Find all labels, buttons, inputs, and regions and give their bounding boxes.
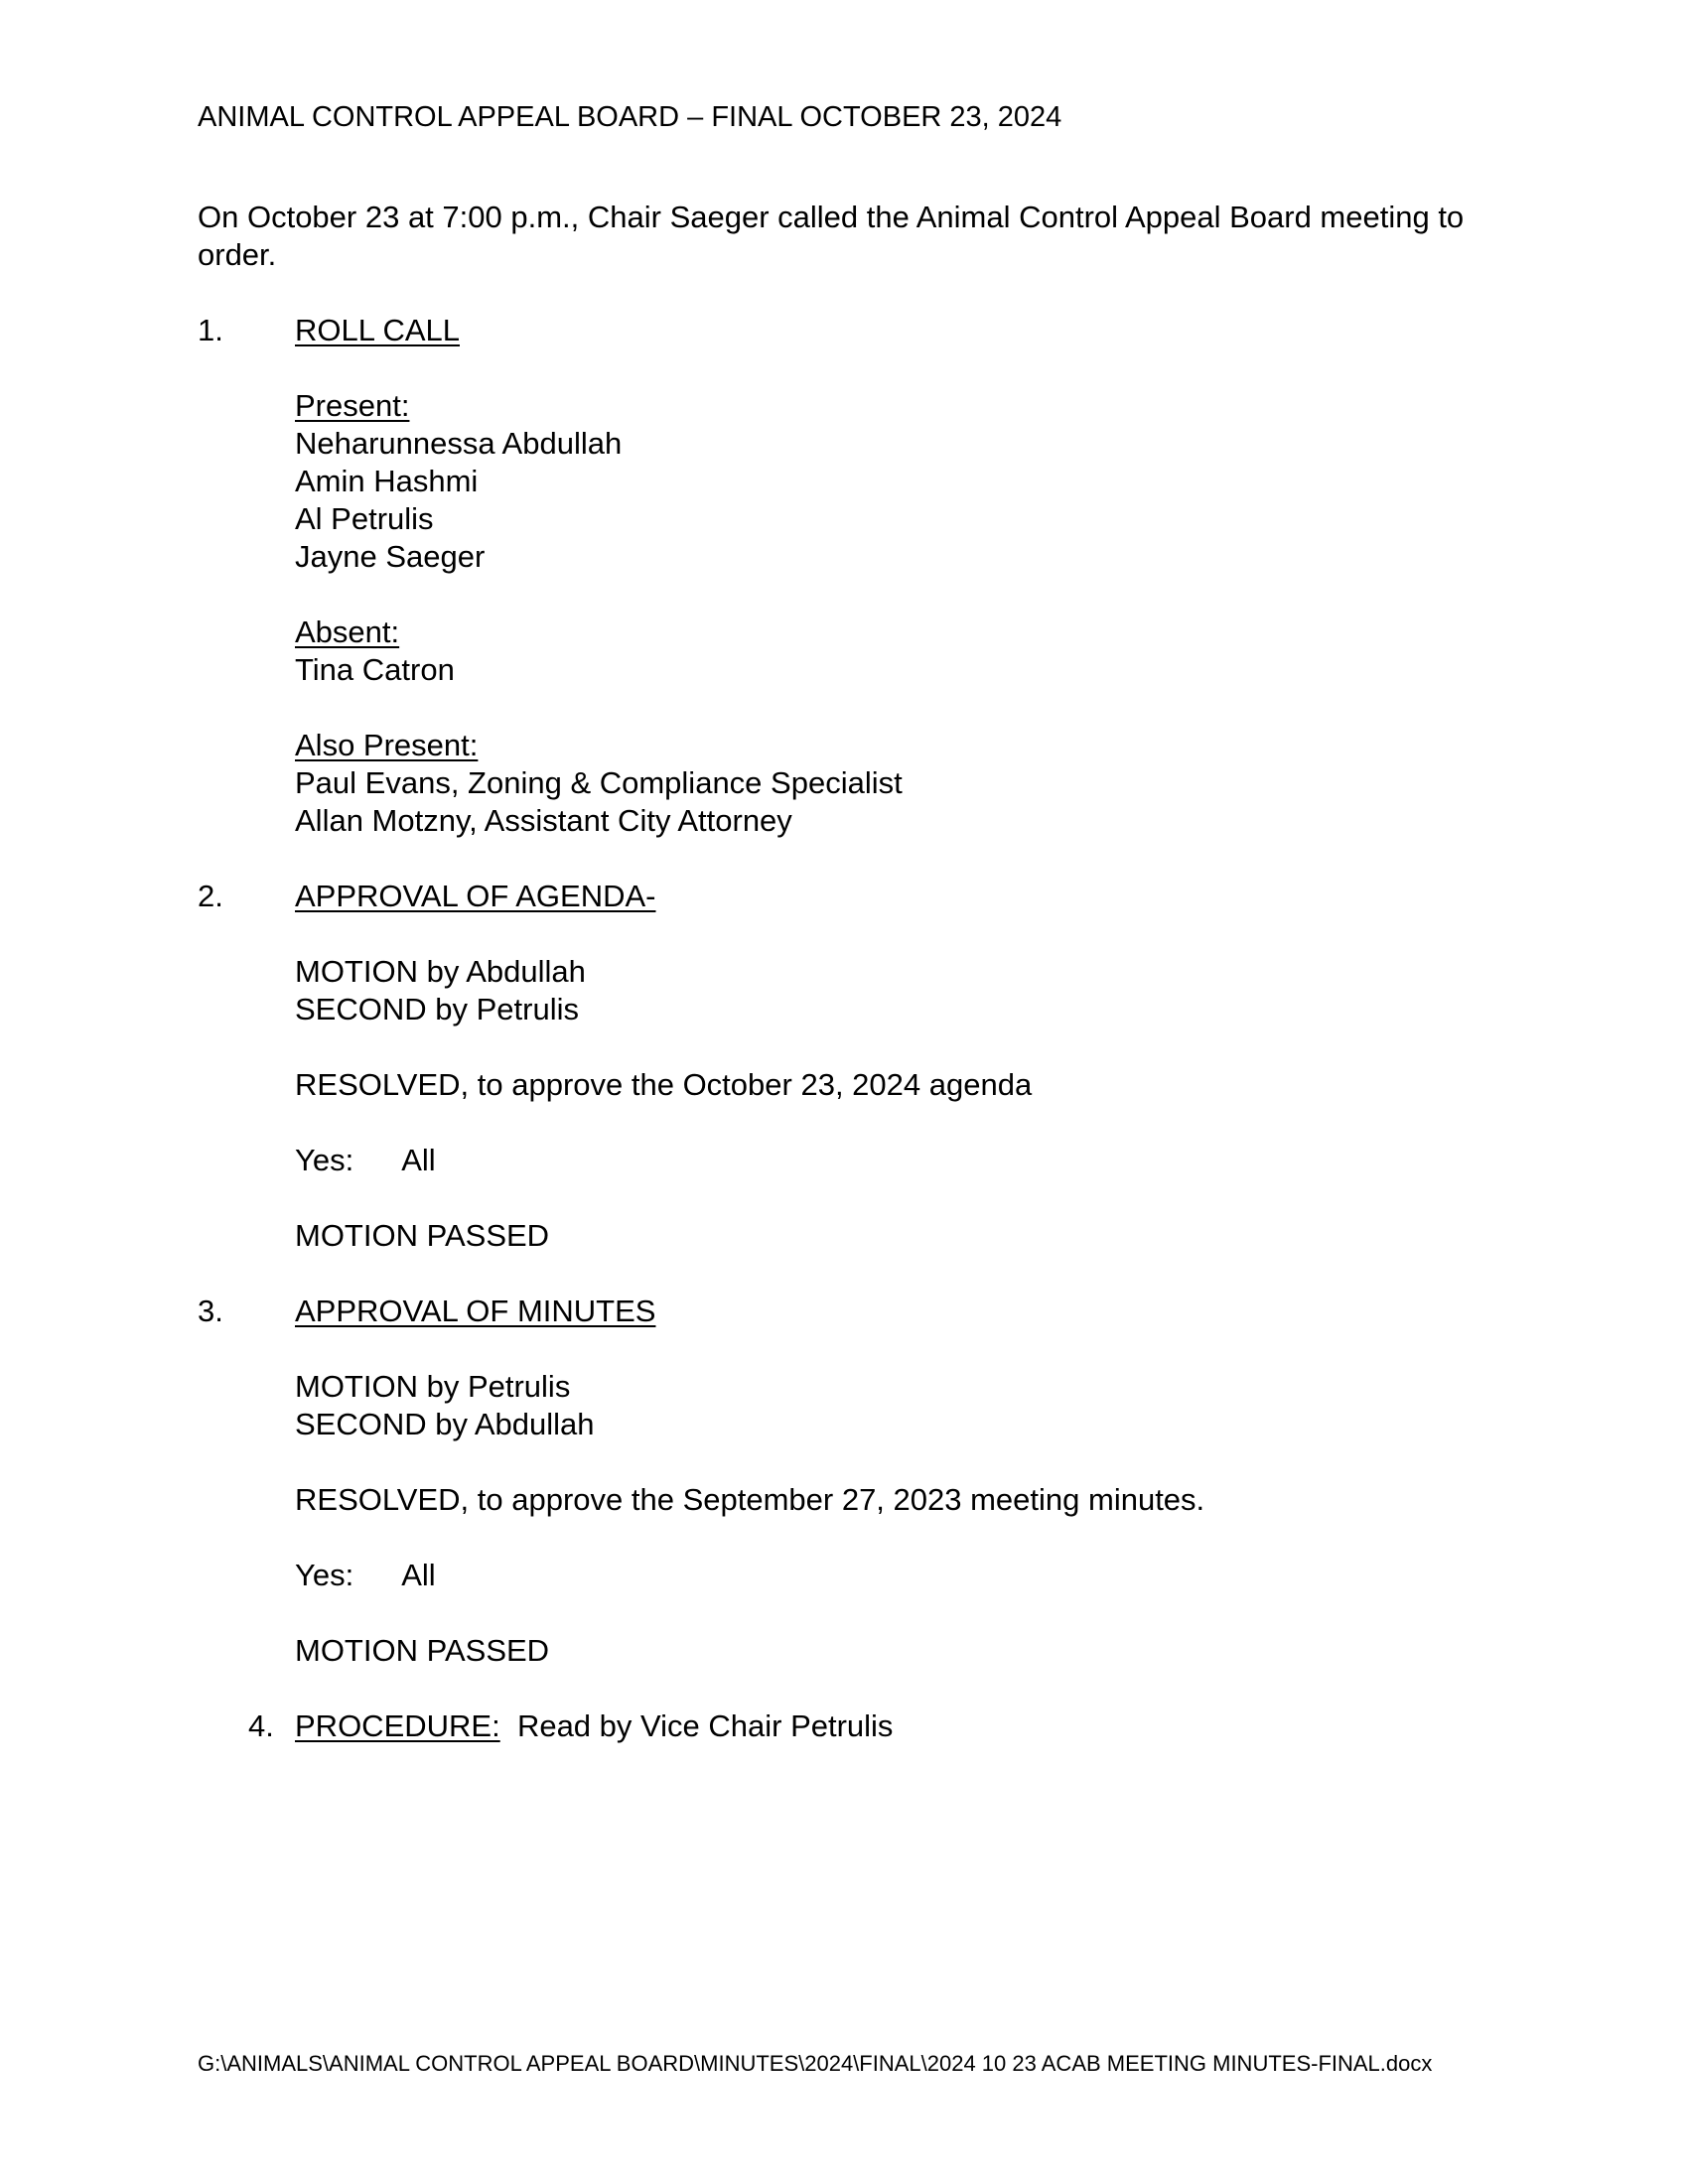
vote-line: [295, 1557, 436, 1594]
yes-label: Yes:: [295, 1143, 354, 1177]
yes-value: All: [401, 1558, 436, 1592]
motion-line: MOTION by Petrulis: [295, 1369, 571, 1404]
section-3-heading: APPROVAL OF MINUTES: [295, 1294, 656, 1328]
section-1-heading: ROLL CALL: [295, 313, 460, 347]
section-1-number: 1.: [198, 313, 223, 347]
also-present-label: Also Present:: [295, 728, 479, 762]
intro-paragraph: On October 23 at 7:00 p.m., Chair Saeger called the Animal Control Appeal Board meeting to order.: [198, 200, 1465, 272]
motion-result: MOTION PASSED: [295, 1218, 550, 1253]
absent-member: Tina Catron: [295, 652, 455, 687]
motion-line: MOTION by Abdullah: [295, 954, 586, 989]
present-label: Present:: [295, 388, 410, 423]
section-2-number: 2.: [198, 879, 223, 913]
vote-line: [295, 1142, 436, 1179]
section-4-heading: PROCEDURE:: [295, 1708, 500, 1743]
present-member: Al Petrulis: [295, 501, 434, 536]
section-4-text: Read by Vice Chair Petrulis: [516, 1708, 894, 1743]
section-2-heading: APPROVAL OF AGENDA-: [295, 879, 656, 913]
also-present-member: Allan Motzny, Assistant City Attorney: [295, 803, 792, 838]
resolved-line: RESOLVED, to approve the September 27, 2023 meeting minutes.: [295, 1482, 1205, 1517]
present-member: Jayne Saeger: [295, 539, 486, 574]
yes-label: Yes:: [295, 1558, 354, 1592]
section-4-line: [295, 1707, 893, 1745]
motion-result: MOTION PASSED: [295, 1633, 550, 1668]
also-present-member: Paul Evans, Zoning & Compliance Specialist: [295, 765, 903, 800]
second-line: SECOND by Abdullah: [295, 1407, 595, 1441]
section-4-number: 4.: [248, 1708, 274, 1743]
second-line: SECOND by Petrulis: [295, 992, 579, 1026]
resolved-line: RESOLVED, to approve the October 23, 2024 agenda: [295, 1067, 1033, 1102]
yes-value: All: [401, 1143, 436, 1177]
footer-file-path: G:\ANIMALS\ANIMAL CONTROL APPEAL BOARD\MINUTES\2024\FINAL\2024 10 23 ACAB MEETING MINUTES-FINAL.docx: [198, 2051, 1433, 2076]
absent-label: Absent:: [295, 614, 400, 649]
present-member: Neharunnessa Abdullah: [295, 426, 623, 461]
section-3-number: 3.: [198, 1294, 223, 1328]
document-header: ANIMAL CONTROL APPEAL BOARD – FINAL OCTOBER 23, 2024: [198, 101, 1062, 133]
present-member: Amin Hashmi: [295, 464, 479, 498]
